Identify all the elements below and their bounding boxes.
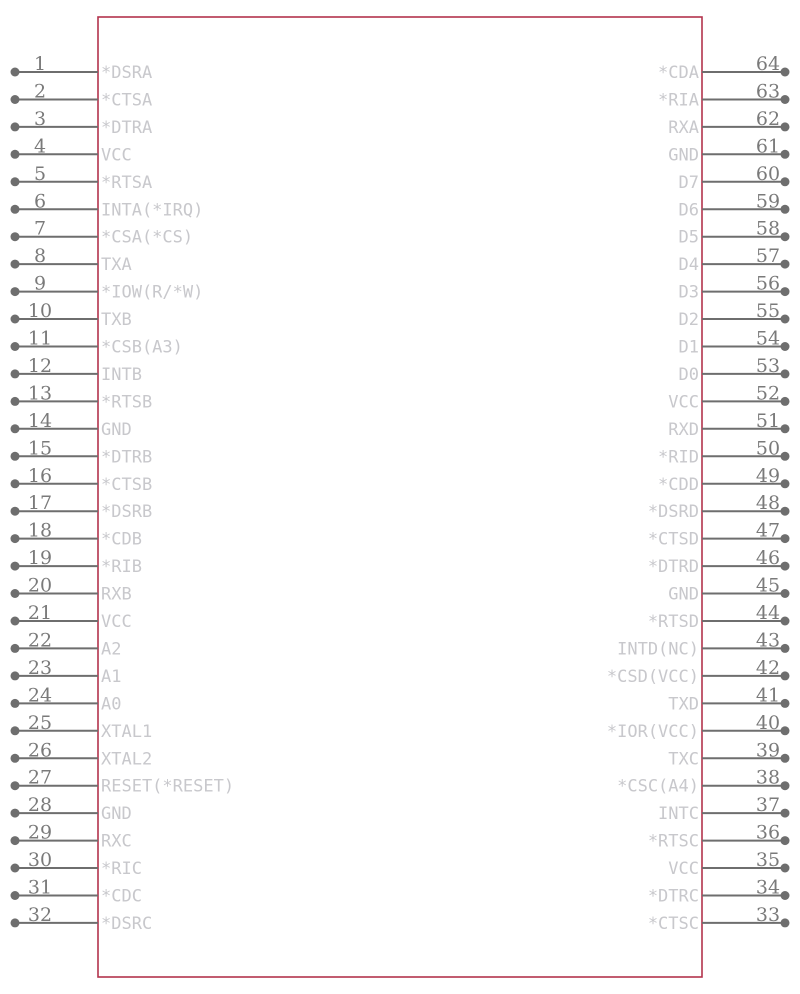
pin-endpoint-dot <box>781 479 790 488</box>
pin-endpoint-dot <box>11 836 20 845</box>
pin-2 <box>11 81 153 111</box>
pin-label: INTA(*IRQ) <box>101 200 204 221</box>
pin-number: 35 <box>755 849 781 871</box>
pin-label: INTD(NC) <box>617 639 699 660</box>
pin-label: GND <box>101 804 132 825</box>
pin-number: 41 <box>755 684 781 707</box>
pin-label: GND <box>668 145 699 166</box>
pin-number: 37 <box>755 794 781 817</box>
pin-label: *DTRD <box>647 557 699 578</box>
pin-endpoint-dot <box>781 836 790 845</box>
pin-label: *DSRD <box>647 502 699 523</box>
pin-endpoint-dot <box>781 891 790 900</box>
pin-number: 12 <box>27 354 53 377</box>
pin-51 <box>668 410 789 440</box>
pin-36 <box>648 822 790 852</box>
pin-endpoint-dot <box>11 864 20 873</box>
pin-label: *CTSD <box>647 529 699 550</box>
pin-label: TXC <box>668 749 699 770</box>
pin-number: 20 <box>27 574 53 597</box>
pin-number: 22 <box>27 629 53 652</box>
pin-label: *CDC <box>101 886 142 907</box>
pin-6 <box>11 190 204 220</box>
pin-number: 4 <box>33 135 47 158</box>
pin-endpoint-dot <box>11 177 20 186</box>
pin-number: 27 <box>27 766 53 789</box>
pin-number: 57 <box>755 245 781 268</box>
pin-18 <box>11 520 142 550</box>
pin-21 <box>11 602 132 632</box>
pin-number: 45 <box>755 574 781 597</box>
pin-25 <box>11 712 153 742</box>
pin-38 <box>617 767 789 797</box>
pin-53 <box>679 355 790 385</box>
pin-endpoint-dot <box>781 452 790 461</box>
pin-endpoint-dot <box>11 369 20 378</box>
pin-label: RXB <box>101 584 132 605</box>
pin-endpoint-dot <box>781 644 790 653</box>
pin-label: *RIB <box>101 557 142 578</box>
pin-endpoint-dot <box>11 452 20 461</box>
pin-label: TXD <box>668 694 699 715</box>
pin-number: 60 <box>755 162 781 185</box>
pin-number: 53 <box>755 354 781 377</box>
pin-46 <box>648 547 790 577</box>
pin-number: 30 <box>27 849 53 871</box>
pin-label: GND <box>101 419 132 440</box>
pin-number: 33 <box>755 903 781 926</box>
pin-number: 64 <box>755 53 781 75</box>
pin-30 <box>11 849 142 879</box>
pin-endpoint-dot <box>11 397 20 406</box>
pin-number: 24 <box>27 684 53 707</box>
pin-label: *DTRB <box>101 447 153 468</box>
pin-number: 7 <box>33 217 47 240</box>
pin-endpoint-dot <box>11 205 20 214</box>
pin-number: 11 <box>27 327 53 350</box>
pin-number: 54 <box>755 327 781 350</box>
pin-label: INTB <box>101 364 142 385</box>
pin-label: D4 <box>678 255 699 276</box>
pin-label: D2 <box>678 310 699 330</box>
pin-label: A2 <box>101 639 122 660</box>
pin-label: *CTSC <box>647 913 699 934</box>
pin-endpoint-dot <box>11 260 20 269</box>
pin-endpoint-dot <box>781 781 790 790</box>
pin-32 <box>11 904 153 934</box>
pin-endpoint-dot <box>11 617 20 626</box>
pin-endpoint-dot <box>781 177 790 186</box>
pin-number: 44 <box>755 602 781 624</box>
pin-number: 10 <box>27 300 53 322</box>
pin-number: 34 <box>755 876 781 899</box>
pin-10 <box>11 300 132 330</box>
pin-19 <box>11 547 142 577</box>
pin-number: 61 <box>755 135 781 158</box>
pin-50 <box>658 437 789 467</box>
pin-endpoint-dot <box>781 699 790 708</box>
pin-number: 3 <box>33 107 47 130</box>
pin-17 <box>11 492 153 522</box>
pin-endpoint-dot <box>11 589 20 598</box>
pin-endpoint-dot <box>781 122 790 131</box>
pin-endpoint-dot <box>11 918 20 927</box>
pin-endpoint-dot <box>781 342 790 351</box>
pin-28 <box>11 794 132 824</box>
pin-58 <box>679 218 790 248</box>
pin-number: 25 <box>27 711 53 734</box>
pin-number: 32 <box>27 903 53 926</box>
pin-label: *RID <box>658 447 699 468</box>
pin-label: RESET(*RESET) <box>101 776 235 797</box>
pin-endpoint-dot <box>781 617 790 626</box>
pin-number: 9 <box>33 272 47 295</box>
pin-endpoint-dot <box>11 781 20 790</box>
pin-label: TXB <box>101 310 132 330</box>
pin-24 <box>11 684 122 714</box>
pin-number: 16 <box>27 464 53 487</box>
pin-44 <box>648 602 790 632</box>
pin-endpoint-dot <box>11 534 20 543</box>
pin-number: 55 <box>755 300 781 322</box>
pin-59 <box>679 190 790 220</box>
pin-endpoint-dot <box>11 726 20 735</box>
pin-endpoint-dot <box>11 562 20 571</box>
pin-49 <box>658 465 789 495</box>
pin-endpoint-dot <box>781 232 790 241</box>
pin-number: 18 <box>27 519 53 542</box>
pin-label: RXA <box>668 117 699 138</box>
pin-endpoint-dot <box>11 507 20 516</box>
pin-5 <box>11 163 153 193</box>
pin-label: *CSA(*CS) <box>101 227 194 248</box>
pin-label: RXC <box>101 831 132 852</box>
pin-label: XTAL1 <box>101 721 153 742</box>
pin-label: TXA <box>101 255 132 276</box>
pin-label: D0 <box>678 364 699 385</box>
pin-label: *CDB <box>101 529 142 550</box>
pin-31 <box>11 877 142 907</box>
pin-8 <box>11 245 132 275</box>
pin-endpoint-dot <box>781 260 790 269</box>
pin-endpoint-dot <box>11 342 20 351</box>
pin-number: 38 <box>755 766 781 789</box>
pin-endpoint-dot <box>11 644 20 653</box>
pin-14 <box>11 410 132 440</box>
pin-43 <box>617 629 789 659</box>
pin-endpoint-dot <box>781 562 790 571</box>
pin-endpoint-dot <box>11 891 20 900</box>
pin-48 <box>648 492 790 522</box>
pin-number: 62 <box>755 107 781 130</box>
pin-7 <box>11 218 194 248</box>
pin-41 <box>668 684 789 714</box>
pin-endpoint-dot <box>781 671 790 680</box>
pin-57 <box>679 245 790 275</box>
pin-number: 36 <box>755 821 781 844</box>
pin-number: 59 <box>755 190 781 213</box>
pin-endpoint-dot <box>781 809 790 818</box>
pin-number: 31 <box>27 876 53 899</box>
pin-number: 48 <box>755 492 781 515</box>
pin-number: 56 <box>755 272 781 295</box>
pin-label: D7 <box>678 172 699 193</box>
pin-label: *CTSA <box>101 90 153 111</box>
pin-42 <box>607 657 790 687</box>
pin-endpoint-dot <box>11 479 20 488</box>
pin-number: 13 <box>27 382 53 405</box>
pin-52 <box>668 382 789 412</box>
pin-label: *RIA <box>658 90 699 111</box>
pin-label: *CSB(A3) <box>101 337 183 358</box>
pin-11 <box>11 328 183 358</box>
pin-number: 21 <box>27 602 53 624</box>
pin-label: VCC <box>668 392 699 413</box>
pin-15 <box>11 437 153 467</box>
pin-endpoint-dot <box>11 150 20 159</box>
pin-62 <box>668 108 789 138</box>
pin-number: 47 <box>755 519 781 542</box>
pin-number: 5 <box>33 162 47 185</box>
pin-endpoint-dot <box>781 68 790 77</box>
pin-34 <box>648 877 790 907</box>
pin-endpoint-dot <box>781 589 790 598</box>
pin-label: VCC <box>668 859 699 879</box>
pin-13 <box>11 382 153 412</box>
pin-number: 1 <box>33 53 47 75</box>
pin-endpoint-dot <box>781 369 790 378</box>
pin-number: 17 <box>27 492 53 515</box>
pin-label: *CDD <box>658 474 699 495</box>
pin-number: 6 <box>33 190 47 213</box>
pin-endpoint-dot <box>11 68 20 77</box>
pin-number: 29 <box>27 821 53 844</box>
pin-endpoint-dot <box>781 864 790 873</box>
pin-39 <box>668 739 789 769</box>
pin-endpoint-dot <box>781 287 790 296</box>
pin-27 <box>11 767 235 797</box>
pin-number: 49 <box>755 464 781 487</box>
pin-9 <box>11 273 204 303</box>
pin-label: VCC <box>101 145 132 166</box>
pin-number: 8 <box>33 245 47 268</box>
pin-number: 28 <box>27 794 53 817</box>
pin-label: A0 <box>101 694 122 715</box>
pin-endpoint-dot <box>781 726 790 735</box>
pin-56 <box>679 273 790 303</box>
pin-endpoint-dot <box>781 205 790 214</box>
pin-endpoint-dot <box>781 315 790 324</box>
pin-label: *RTSA <box>101 172 153 193</box>
pin-12 <box>11 355 142 385</box>
pin-23 <box>11 657 122 687</box>
pin-26 <box>11 739 153 769</box>
pin-40 <box>607 712 790 742</box>
pin-label: *CDA <box>658 63 699 83</box>
pin-60 <box>679 163 790 193</box>
pin-endpoint-dot <box>781 918 790 927</box>
pin-16 <box>11 465 153 495</box>
pin-label: *DTRC <box>647 886 699 907</box>
pin-55 <box>679 300 790 330</box>
pin-endpoint-dot <box>11 232 20 241</box>
pin-endpoint-dot <box>781 397 790 406</box>
pin-4 <box>11 135 132 165</box>
pin-number: 39 <box>755 739 781 762</box>
pin-number: 23 <box>27 656 53 679</box>
pin-label: *IOW(R/*W) <box>101 282 204 303</box>
pin-label: D1 <box>678 337 699 358</box>
pin-29 <box>11 822 132 852</box>
pin-endpoint-dot <box>11 754 20 763</box>
pin-label: VCC <box>101 612 132 632</box>
pin-number: 26 <box>27 739 53 762</box>
pin-number: 42 <box>755 656 781 679</box>
ic-body-outline <box>98 17 702 977</box>
pin-label: A1 <box>101 666 122 687</box>
pin-label: *CSC(A4) <box>617 776 699 797</box>
pin-35 <box>668 849 789 879</box>
pin-label: RXD <box>668 419 699 440</box>
pin-endpoint-dot <box>781 507 790 516</box>
pin-endpoint-dot <box>781 534 790 543</box>
pin-label: *CSD(VCC) <box>606 666 699 687</box>
pin-label: *DTRA <box>101 117 153 138</box>
pin-number: 46 <box>755 547 781 570</box>
pin-number: 52 <box>755 382 781 405</box>
pin-endpoint-dot <box>11 122 20 131</box>
pin-label: D3 <box>678 282 699 303</box>
pin-45 <box>668 575 789 605</box>
pin-22 <box>11 629 122 659</box>
pin-label: *RTSB <box>101 392 153 413</box>
pin-label: *DSRB <box>101 502 153 523</box>
pin-number: 2 <box>33 80 47 103</box>
pin-37 <box>658 794 789 824</box>
pin-endpoint-dot <box>11 671 20 680</box>
pin-63 <box>658 81 789 111</box>
pin-label: *IOR(VCC) <box>606 721 699 742</box>
pin-20 <box>11 575 132 605</box>
pin-number: 63 <box>755 80 781 103</box>
pin-endpoint-dot <box>11 95 20 104</box>
pin-endpoint-dot <box>11 287 20 296</box>
pin-number: 43 <box>755 629 781 652</box>
pin-64 <box>658 53 789 83</box>
pin-endpoint-dot <box>781 754 790 763</box>
pin-label: *RTSD <box>647 612 699 632</box>
pin-number: 50 <box>755 437 781 460</box>
pin-endpoint-dot <box>781 95 790 104</box>
right-pin-column <box>607 53 790 934</box>
pin-label: INTC <box>658 804 699 825</box>
pin-61 <box>668 135 789 165</box>
pin-label: *RTSC <box>647 831 699 852</box>
pin-endpoint-dot <box>11 699 20 708</box>
pin-label: D5 <box>678 227 699 248</box>
pin-54 <box>679 328 790 358</box>
pin-3 <box>11 108 153 138</box>
pin-endpoint-dot <box>11 424 20 433</box>
pin-number: 15 <box>27 437 53 460</box>
pin-number: 40 <box>755 711 781 734</box>
pin-endpoint-dot <box>781 424 790 433</box>
pin-label: GND <box>668 584 699 605</box>
pin-number: 19 <box>27 547 53 570</box>
pin-label: *DSRC <box>101 913 153 934</box>
pin-endpoint-dot <box>11 809 20 818</box>
pin-label: *DSRA <box>101 63 153 83</box>
pin-number: 51 <box>755 409 781 432</box>
pin-47 <box>648 520 790 550</box>
pin-label: D6 <box>678 200 699 221</box>
pin-endpoint-dot <box>11 315 20 324</box>
pin-1 <box>11 53 153 83</box>
left-pin-column <box>11 53 235 934</box>
pin-label: *CTSB <box>101 474 153 495</box>
pin-33 <box>648 904 790 934</box>
pin-number: 14 <box>27 409 53 432</box>
pin-label: *RIC <box>101 859 142 879</box>
pin-number: 58 <box>755 217 781 240</box>
pin-label: XTAL2 <box>101 749 153 770</box>
pin-endpoint-dot <box>781 150 790 159</box>
